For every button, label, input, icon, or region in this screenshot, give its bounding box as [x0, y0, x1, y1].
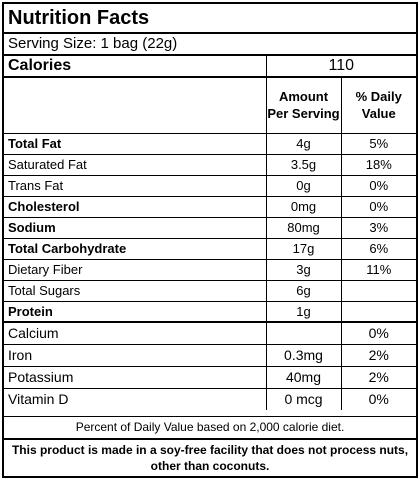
nutrient-name: Saturated Fat [4, 154, 266, 175]
nutrient-name: Cholesterol [4, 196, 266, 217]
vitamin-row-potassium [4, 366, 416, 388]
nutrient-row-trans-fat [4, 175, 416, 196]
nutrient-row-cholesterol [4, 196, 416, 217]
nutrient-row-total-carbohydrate [4, 238, 416, 259]
nutrient-row-sodium [4, 217, 416, 238]
amount-per-serving-header [266, 77, 341, 133]
vitamin-dv: 0% [341, 322, 416, 344]
nutrient-dv: 5% [369, 136, 389, 151]
nutrient-dv: 18% [341, 154, 416, 175]
nutrient-amount: 0g [266, 175, 341, 196]
nutrient-dv: 6% [341, 238, 416, 259]
nutrient-name: Trans Fat [4, 175, 266, 196]
nutrient-name: Protein [4, 301, 266, 322]
nutrient-row-protein [4, 301, 416, 322]
nutrient-name: Dietary Fiber [4, 259, 266, 280]
nutrient-row-total-fat [4, 133, 416, 154]
nutrient-amount: 1g [266, 301, 341, 322]
nutrient-name: Total Carbohydrate [4, 238, 266, 259]
vitamin-amount: 0 mcg [266, 388, 341, 410]
nutrient-amount: 0mg [266, 196, 341, 217]
daily-value-header [341, 77, 416, 133]
nutrient-row-total-sugars [4, 280, 416, 301]
label-title: Nutrition Facts [4, 4, 416, 34]
calories-value: 110 [266, 56, 416, 77]
allergen-statement: This product is made in a soy-free facility that does not process nuts, other than coconuts. [4, 438, 416, 476]
vitamin-row-iron [4, 344, 416, 366]
vitamin-dv: 0% [341, 388, 416, 410]
nutrition-label [2, 2, 418, 478]
nutrient-dv [341, 301, 416, 322]
nutrient-amount: 3g [266, 259, 341, 280]
vitamin-row-calcium [4, 322, 416, 344]
nutrient-dv: 0% [341, 175, 416, 196]
vitamin-name: Iron [4, 344, 266, 366]
nutrient-dv: 11% [341, 259, 416, 280]
nutrient-name: Total Fat [8, 136, 62, 151]
calories-row [4, 56, 416, 77]
nutrient-row-saturated-fat [4, 154, 416, 175]
nutrient-dv [341, 280, 416, 301]
nutrient-dv: 3% [341, 217, 416, 238]
nutrition-table [4, 56, 416, 410]
header-line: Amount [278, 89, 329, 105]
nutrient-amount: 80mg [266, 217, 341, 238]
nutrient-name: Total Sugars [4, 280, 266, 301]
header-line: Value [361, 106, 396, 122]
vitamin-row-vitamin-d [4, 388, 416, 410]
vitamin-dv: 2% [341, 344, 416, 366]
nutrient-row-dietary-fiber [4, 259, 416, 280]
nutrient-dv: 0% [341, 196, 416, 217]
nutrient-amount: 17g [266, 238, 341, 259]
vitamin-amount: 0.3mg [266, 344, 341, 366]
nutrient-amount: 4g [266, 133, 341, 154]
serving-size: Serving Size: 1 bag (22g) [4, 34, 416, 56]
vitamin-amount: 40mg [266, 366, 341, 388]
vitamin-name: Vitamin D [4, 388, 266, 410]
nutrient-name: Sodium [4, 217, 266, 238]
header-line: Per Serving [267, 106, 340, 122]
vitamin-dv: 2% [341, 366, 416, 388]
header-line: % Daily [355, 89, 402, 105]
vitamin-name: Calcium [4, 322, 266, 344]
vitamin-amount [266, 322, 341, 344]
daily-value-footnote: Percent of Daily Value based on 2,000 calorie diet. [4, 416, 416, 438]
calories-label: Calories [4, 56, 266, 77]
nutrient-amount: 6g [266, 280, 341, 301]
vitamin-name: Potassium [4, 366, 266, 388]
nutrient-amount: 3.5g [266, 154, 341, 175]
column-header-row [4, 77, 416, 133]
